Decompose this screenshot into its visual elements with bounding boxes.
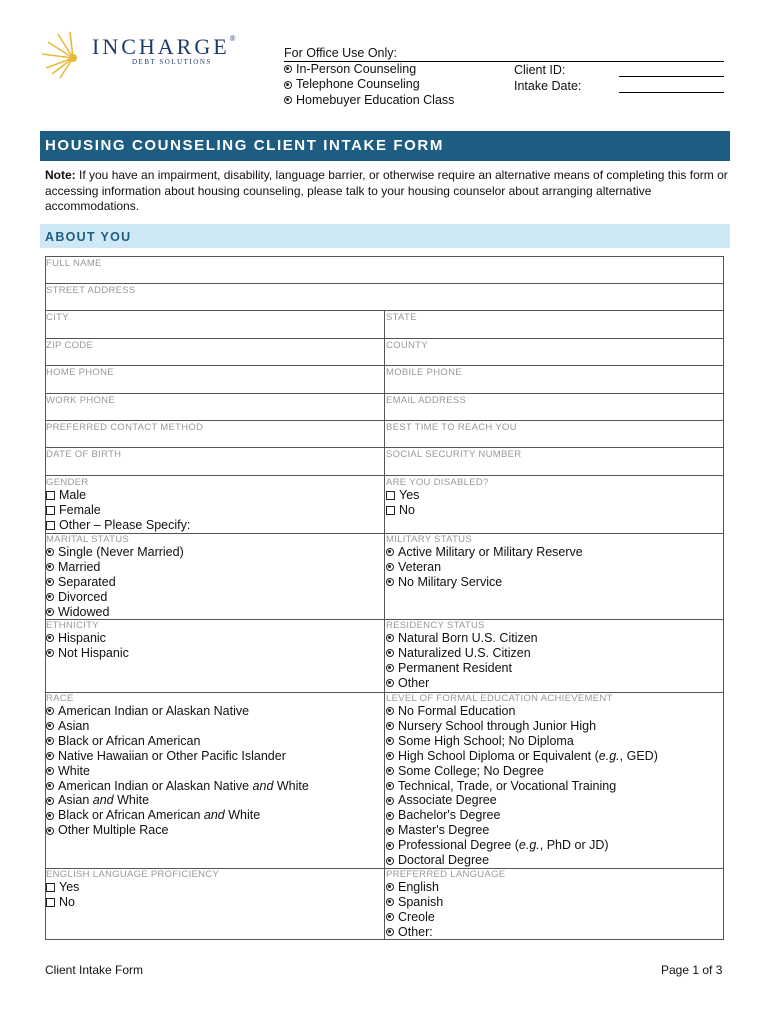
radio-icon[interactable] [46,827,54,835]
race-option[interactable]: White [46,764,309,779]
race-options [46,704,309,838]
race-option[interactable]: American Indian or Alaskan Native and White [46,779,309,794]
ethnicity-label: ETHNICITY [46,620,99,631]
radio-icon[interactable] [386,707,394,715]
race-option[interactable]: Asian [46,719,309,734]
gender-option[interactable]: Male [46,488,190,503]
radio-icon[interactable] [46,737,54,745]
about-you-grid [45,256,724,940]
radio-icon[interactable] [46,722,54,730]
education-option[interactable]: Technical, Trade, or Vocational Training [386,779,658,794]
divider [284,61,724,62]
checkbox-icon[interactable] [46,506,55,515]
state-field[interactable]: STATE [386,312,417,323]
radio-icon[interactable] [46,608,54,616]
marital-option[interactable]: Single (Never Married) [46,545,184,560]
education-option[interactable]: Doctoral Degree [386,853,658,868]
radio-icon[interactable] [284,96,292,104]
disabled-label: ARE YOU DISABLED? [386,477,489,488]
radio-icon[interactable] [284,65,292,73]
office-use-block [284,46,454,108]
language-option[interactable]: Other: [386,925,443,940]
radio-icon[interactable] [46,548,54,556]
page-number: Page 1 of 3 [661,963,723,977]
language-option[interactable]: Spanish [386,895,443,910]
education-option[interactable]: Bachelor's Degree [386,808,658,823]
radio-icon[interactable] [46,707,54,715]
section-bar [40,224,730,248]
email-field[interactable]: EMAIL ADDRESS [386,395,467,406]
ethnicity-option[interactable]: Not Hispanic [46,646,129,661]
military-option[interactable]: Active Military or Military Reserve [386,545,583,560]
radio-icon[interactable] [386,797,394,805]
zip-code-field[interactable]: ZIP CODE [46,340,94,351]
preferred-language-label: PREFERRED LANGUAGE [386,869,506,880]
english-option[interactable]: No [46,895,79,910]
gender-options [46,488,190,533]
education-label: LEVEL OF FORMAL EDUCATION ACHIEVEMENT [386,693,613,704]
checkbox-icon[interactable] [46,898,55,907]
radio-icon[interactable] [386,752,394,760]
radio-icon[interactable] [46,563,54,571]
contact-method-field[interactable]: PREFERRED CONTACT METHOD [46,422,204,433]
ssn-field[interactable]: SOCIAL SECURITY NUMBER [386,449,522,460]
logo-subtitle: DEBT SOLUTIONS [132,58,212,66]
office-option[interactable]: In-Person Counseling [284,62,454,78]
gender-label: GENDER [46,477,89,488]
disabled-options [386,488,419,518]
english-proficiency-label: ENGLISH LANGUAGE PROFICIENCY [46,869,220,880]
marital-option[interactable]: Divorced [46,590,184,605]
race-label: RACE [46,693,74,704]
client-id-field[interactable] [619,76,724,77]
marital-option[interactable]: Separated [46,575,184,590]
language-options [386,880,443,940]
radio-icon[interactable] [386,563,394,571]
radio-icon[interactable] [386,812,394,820]
disabled-option[interactable]: Yes [386,488,419,503]
radio-icon[interactable] [46,593,54,601]
best-time-field[interactable]: BEST TIME TO REACH YOU [386,422,517,433]
work-phone-field[interactable]: WORK PHONE [46,395,115,406]
office-option[interactable]: Homebuyer Education Class [284,93,454,109]
client-id-label: Client ID: [514,63,566,77]
radio-icon[interactable] [386,782,394,790]
education-option[interactable]: Nursery School through Junior High [386,719,658,734]
radio-icon[interactable] [386,913,394,921]
education-option[interactable]: Some College; No Degree [386,764,658,779]
education-option[interactable]: No Formal Education [386,704,658,719]
home-phone-field[interactable]: HOME PHONE [46,367,114,378]
radio-icon[interactable] [46,812,54,820]
street-address-field[interactable]: STREET ADDRESS [46,285,136,296]
radio-icon[interactable] [386,664,394,672]
radio-icon[interactable] [46,797,54,805]
language-option[interactable]: Creole [386,910,443,925]
education-options [386,704,658,868]
military-options [386,545,583,590]
disabled-option[interactable]: No [386,503,419,518]
radio-icon[interactable] [46,767,54,775]
marital-option[interactable]: Widowed [46,605,184,620]
radio-icon[interactable] [386,767,394,775]
radio-icon[interactable] [46,634,54,642]
radio-icon[interactable] [386,548,394,556]
radio-icon[interactable] [386,634,394,642]
education-option[interactable]: Associate Degree [386,793,658,808]
checkbox-icon[interactable] [386,491,395,500]
radio-icon[interactable] [46,578,54,586]
residency-option[interactable]: Naturalized U.S. Citizen [386,646,538,661]
residency-options [386,631,538,691]
race-option[interactable]: Native Hawaiian or Other Pacific Islander [46,749,309,764]
residency-status-label: RESIDENCY STATUS [386,620,485,631]
radio-icon[interactable] [46,649,54,657]
race-option[interactable]: Black or African American and White [46,808,309,823]
radio-icon[interactable] [386,898,394,906]
city-field[interactable]: CITY [46,312,69,323]
gender-option[interactable]: Female [46,503,190,518]
race-option[interactable]: Asian and White [46,793,309,808]
checkbox-icon[interactable] [386,506,395,515]
radio-icon[interactable] [386,857,394,865]
office-use-title: For Office Use Only: [284,46,397,60]
military-option[interactable]: Veteran [386,560,583,575]
footer-title: Client Intake Form [45,963,144,977]
education-option[interactable]: Professional Degree (e.g., PhD or JD) [386,838,658,853]
residency-option[interactable]: Other [386,676,538,691]
form-title: HOUSING COUNSELING CLIENT INTAKE FORM [45,137,444,154]
date-of-birth-field[interactable]: DATE OF BIRTH [46,449,122,460]
note-paragraph: Note: If you have an impairment, disability, language barrier, or otherwise require an alternative means of completing this form or accessing information about housing counseling, please talk to your housing counselor about arranging alternative accommodations. [45,168,728,213]
gender-option[interactable]: Other – Please Specify: [46,518,190,533]
client-id-block [514,62,581,94]
county-field[interactable]: COUNTY [386,340,428,351]
english-option[interactable]: Yes [46,880,79,895]
radio-icon[interactable] [284,81,292,89]
radio-icon[interactable] [386,578,394,586]
checkbox-icon[interactable] [46,491,55,500]
ethnicity-option[interactable]: Hispanic [46,631,129,646]
race-option[interactable]: American Indian or Alaskan Native [46,704,309,719]
race-option[interactable]: Other Multiple Race [46,823,309,838]
english-options [46,880,79,910]
logo-name: INCHARGE® [92,34,239,59]
radio-icon[interactable] [46,782,54,790]
radio-icon[interactable] [386,649,394,657]
radio-icon[interactable] [386,737,394,745]
radio-icon[interactable] [386,928,394,936]
checkbox-icon[interactable] [46,883,55,892]
marital-options [46,545,184,620]
education-option[interactable]: Master's Degree [386,823,658,838]
radio-icon[interactable] [386,883,394,891]
radio-icon[interactable] [46,752,54,760]
marital-option[interactable]: Married [46,560,184,575]
military-status-label: MILITARY STATUS [386,534,472,545]
ethnicity-options [46,631,129,661]
radio-icon[interactable] [386,679,394,687]
section-title: ABOUT YOU [45,230,132,244]
marital-status-label: MARITAL STATUS [46,534,130,545]
race-option[interactable]: Black or African American [46,734,309,749]
military-option[interactable]: No Military Service [386,575,583,590]
radio-icon[interactable] [386,722,394,730]
office-option[interactable]: Telephone Counseling [284,77,454,93]
checkbox-icon[interactable] [46,521,55,530]
radio-icon[interactable] [386,842,394,850]
language-option[interactable]: English [386,880,443,895]
residency-option[interactable]: Natural Born U.S. Citizen [386,631,538,646]
mobile-phone-field[interactable]: MOBILE PHONE [386,367,462,378]
intake-date-label: Intake Date: [514,79,582,93]
residency-option[interactable]: Permanent Resident [386,661,538,676]
education-option[interactable]: Some High School; No Diploma [386,734,658,749]
intake-date-field[interactable] [619,92,724,93]
education-option[interactable]: High School Diploma or Equivalent (e.g., GED) [386,749,658,764]
radio-icon[interactable] [386,827,394,835]
full-name-field[interactable]: FULL NAME [46,258,102,269]
